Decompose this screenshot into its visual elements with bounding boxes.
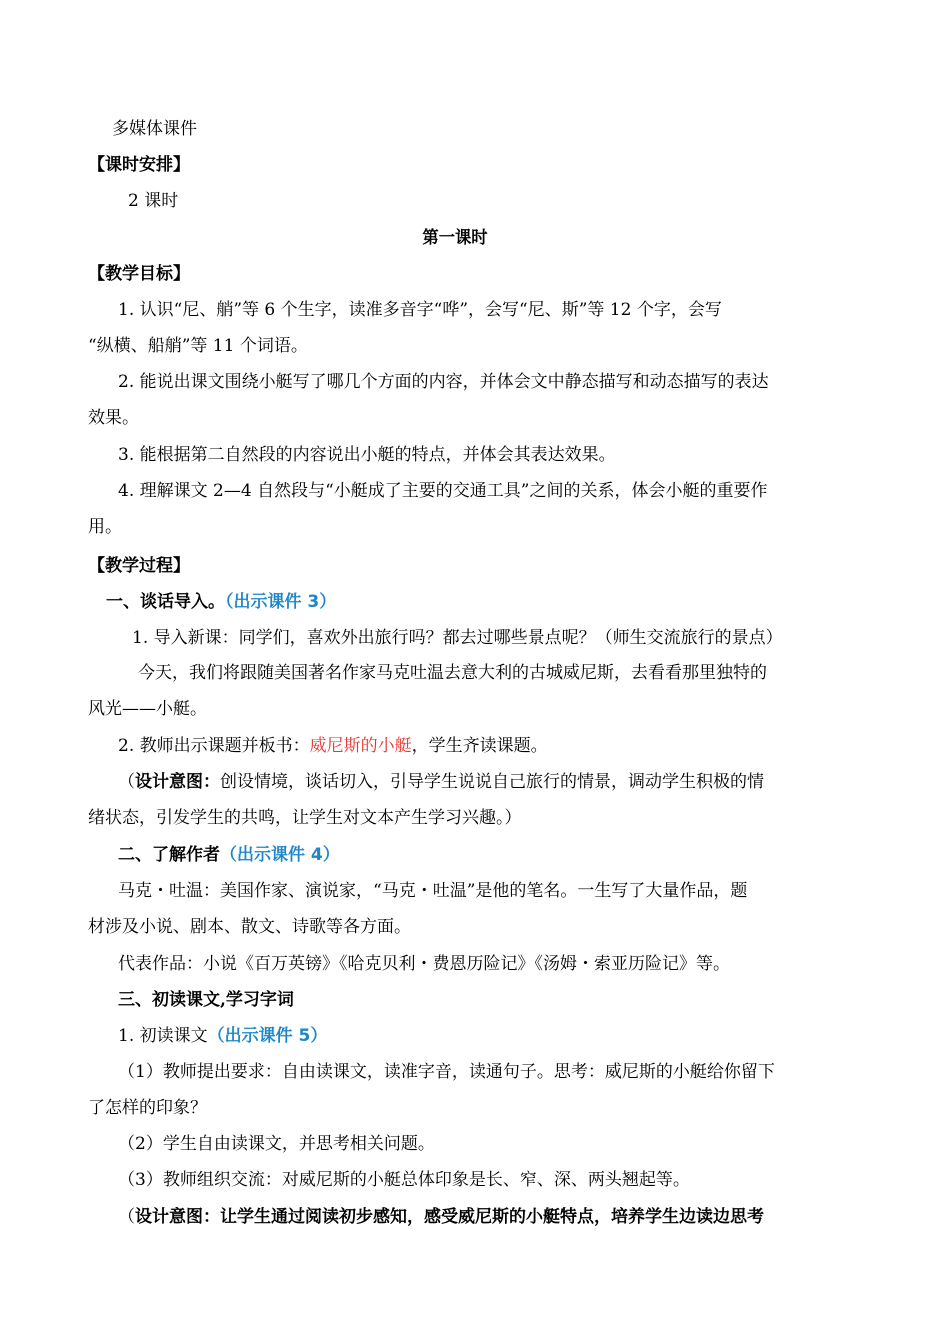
intent-label: 设计意图： [135, 772, 220, 792]
section-1-intent-line-2: 绪状态，引发学生的共鸣，让学生对文本产生学习兴趣。） [88, 808, 522, 828]
goal-4-line-2: 用。 [88, 517, 122, 537]
section-2-para-1-line-1: 马克・吐温：美国作家、演说家，“马克・吐温”是他的笔名。一生写了大量作品，题 [118, 881, 748, 901]
intent-text: 创设情境，谈话切入，引导学生说说自己旅行的情景，调动学生积极的情 [220, 772, 764, 792]
goal-2-line-2: 效果。 [88, 408, 139, 428]
section-2-ref: （出示课件 4） [220, 845, 340, 865]
section-1-ref: （出示课件 3） [225, 592, 337, 612]
sub-1-ref: （出示课件 5） [207, 1026, 328, 1046]
section-3-sub-1 [118, 1025, 327, 1047]
process-heading: 【教学过程】 [88, 556, 190, 576]
section-3-title: 三、初读课文,学习字词 [118, 990, 294, 1010]
intent-open-paren: （ [118, 772, 135, 792]
prep-item: 多媒体课件 [112, 119, 197, 139]
intent-open-paren: （ [118, 1207, 135, 1227]
question-1-line-1: （1）教师提出要求：自由读课文，读准字音，读通句子。思考：威尼斯的小艇给你留下 [118, 1062, 775, 1082]
section-1-intent-line-1 [118, 771, 764, 793]
section-1-para-2-line-2: 风光——小艇。 [88, 699, 207, 719]
section-2-para-1-line-2: 材涉及小说、剧本、散文、诗歌等各方面。 [88, 917, 411, 937]
section-1-title: 一、谈话导入。 [106, 592, 225, 612]
goal-1-line-2: “纵横、船艄”等 11 个词语。 [88, 336, 308, 356]
section-2-title: 二、了解作者 [118, 845, 220, 865]
goal-3: 3. 能根据第二自然段的内容说出小艇的特点，并体会其表达效果。 [118, 445, 616, 465]
question-3: （3）教师组织交流：对威尼斯的小艇总体印象是长、窄、深、两头翘起等。 [118, 1170, 690, 1190]
section-1-para-2-line-1: 今天，我们将跟随美国著名作家马克吐温去意大利的古城威尼斯，去看看那里独特的 [138, 663, 767, 683]
schedule-value: 2 课时 [128, 191, 179, 211]
board-title: 威尼斯的小艇 [309, 736, 412, 756]
section-1-para-1: 1. 导入新课：同学们，喜欢外出旅行吗？都去过哪些景点呢？（师生交流旅行的景点） [132, 628, 783, 648]
goal-4-line-1: 4. 理解课文 2—4 自然段与“小艇成了主要的交通工具”之间的关系，体会小艇的重要作 [118, 481, 768, 501]
para-3-suffix: ，学生齐读课题。 [411, 736, 548, 756]
section-3-intent [118, 1206, 764, 1228]
sub-1-label: 1. 初读课文 [118, 1026, 208, 1046]
section-1-heading [106, 591, 336, 613]
intent-text: 让学生通过阅读初步感知，感受威尼斯的小艇特点，培养学生边读边思考 [220, 1207, 764, 1227]
section-1-para-3 [118, 735, 548, 757]
goal-1-line-1: 1. 认识“尼、艄”等 6 个生字，读准多音字“哗”，会写“尼、斯”等 12 个字，会写 [118, 300, 722, 320]
para-3-prefix: 2. 教师出示课题并板书： [118, 736, 310, 756]
lesson-title: 第一课时 [422, 228, 488, 248]
goals-heading: 【教学目标】 [88, 264, 190, 284]
schedule-heading: 【课时安排】 [88, 155, 190, 175]
question-1-line-2: 了怎样的印象？ [88, 1098, 207, 1118]
section-2-heading [118, 844, 340, 866]
section-2-para-2: 代表作品：小说《百万英镑》《哈克贝利・费恩历险记》《汤姆・索亚历险记》等。 [118, 954, 730, 974]
question-2: （2）学生自由读课文，并思考相关问题。 [118, 1134, 435, 1154]
intent-label: 设计意图： [135, 1207, 220, 1227]
goal-2-line-1: 2. 能说出课文围绕小艇写了哪几个方面的内容，并体会文中静态描写和动态描写的表达 [118, 372, 769, 392]
